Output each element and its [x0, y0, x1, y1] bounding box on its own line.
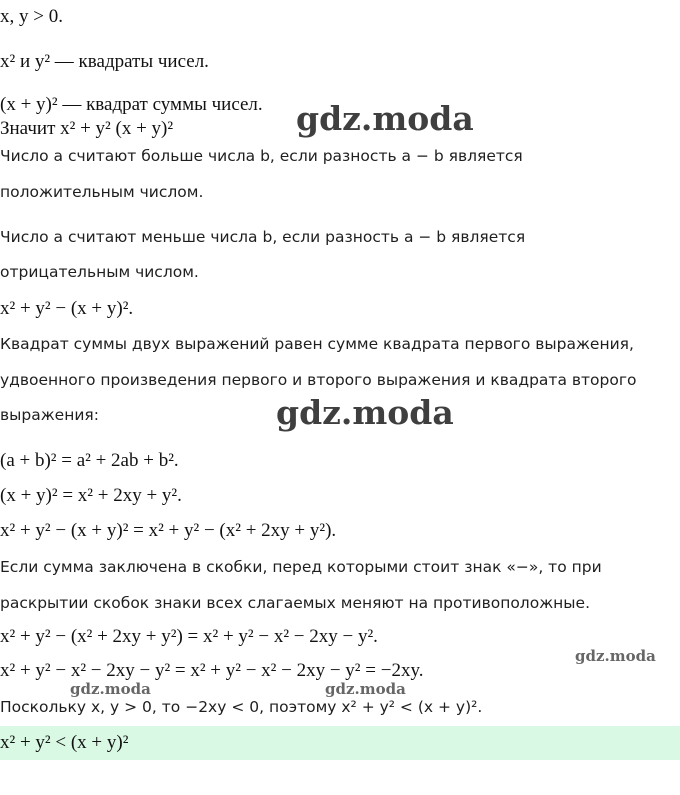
line-19: Поскольку x, y > 0, то −2xy < 0, поэтому x² + y² < (x + y)².: [0, 698, 483, 716]
line-2: x² и y² — квадраты чисел.: [0, 51, 209, 72]
line-17: x² + y² − (x² + 2xy + y²) = x² + y² − x² − 2xy − y².: [0, 626, 378, 647]
watermark-5: gdz.moda: [325, 680, 406, 698]
line-15: Если сумма заключена в скобки, перед которыми стоит знак «−», то при: [0, 558, 602, 576]
line-7: отрицательным числом.: [0, 263, 199, 281]
watermark-1: gdz.moda: [296, 99, 474, 138]
cut-off-line: [0, 118, 260, 139]
line-1: x, y > 0.: [0, 6, 63, 27]
line-11: выражения:: [0, 406, 99, 424]
line-14: x² + y² − (x + y)² = x² + y² − (x² + 2xy + y²).: [0, 520, 337, 541]
line-6: Число a считают меньше числа b, если разность a − b является: [0, 228, 526, 246]
line-4: Число a считают больше числа b, если разность a − b является: [0, 147, 523, 165]
line-3b: Значит x² + y² (x + y)²: [0, 118, 174, 139]
line-5: положительным числом.: [0, 183, 204, 201]
line-16: раскрытии скобок знаки всех слагаемых меняют на противоположные.: [0, 594, 590, 612]
watermark-3: gdz.moda: [575, 647, 656, 665]
line-8: x² + y² − (x + y)².: [0, 298, 134, 319]
line-12: (a + b)² = a² + 2ab + b².: [0, 450, 179, 471]
line-13: (x + y)² = x² + 2xy + y².: [0, 485, 182, 506]
watermark-4: gdz.moda: [70, 680, 151, 698]
watermark-2: gdz.moda: [276, 393, 454, 432]
line-18: x² + y² − x² − 2xy − y² = x² + y² − x² − 2xy − y² = −2xy.: [0, 660, 424, 681]
line-3: (x + y)² — квадрат суммы чисел.: [0, 94, 263, 115]
line-10: удвоенного произведения первого и второго выражения и квадрата второго: [0, 371, 637, 389]
line-9: Квадрат суммы двух выражений равен сумме квадрата первого выражения,: [0, 335, 634, 353]
line-20-answer: x² + y² < (x + y)²: [0, 732, 129, 753]
